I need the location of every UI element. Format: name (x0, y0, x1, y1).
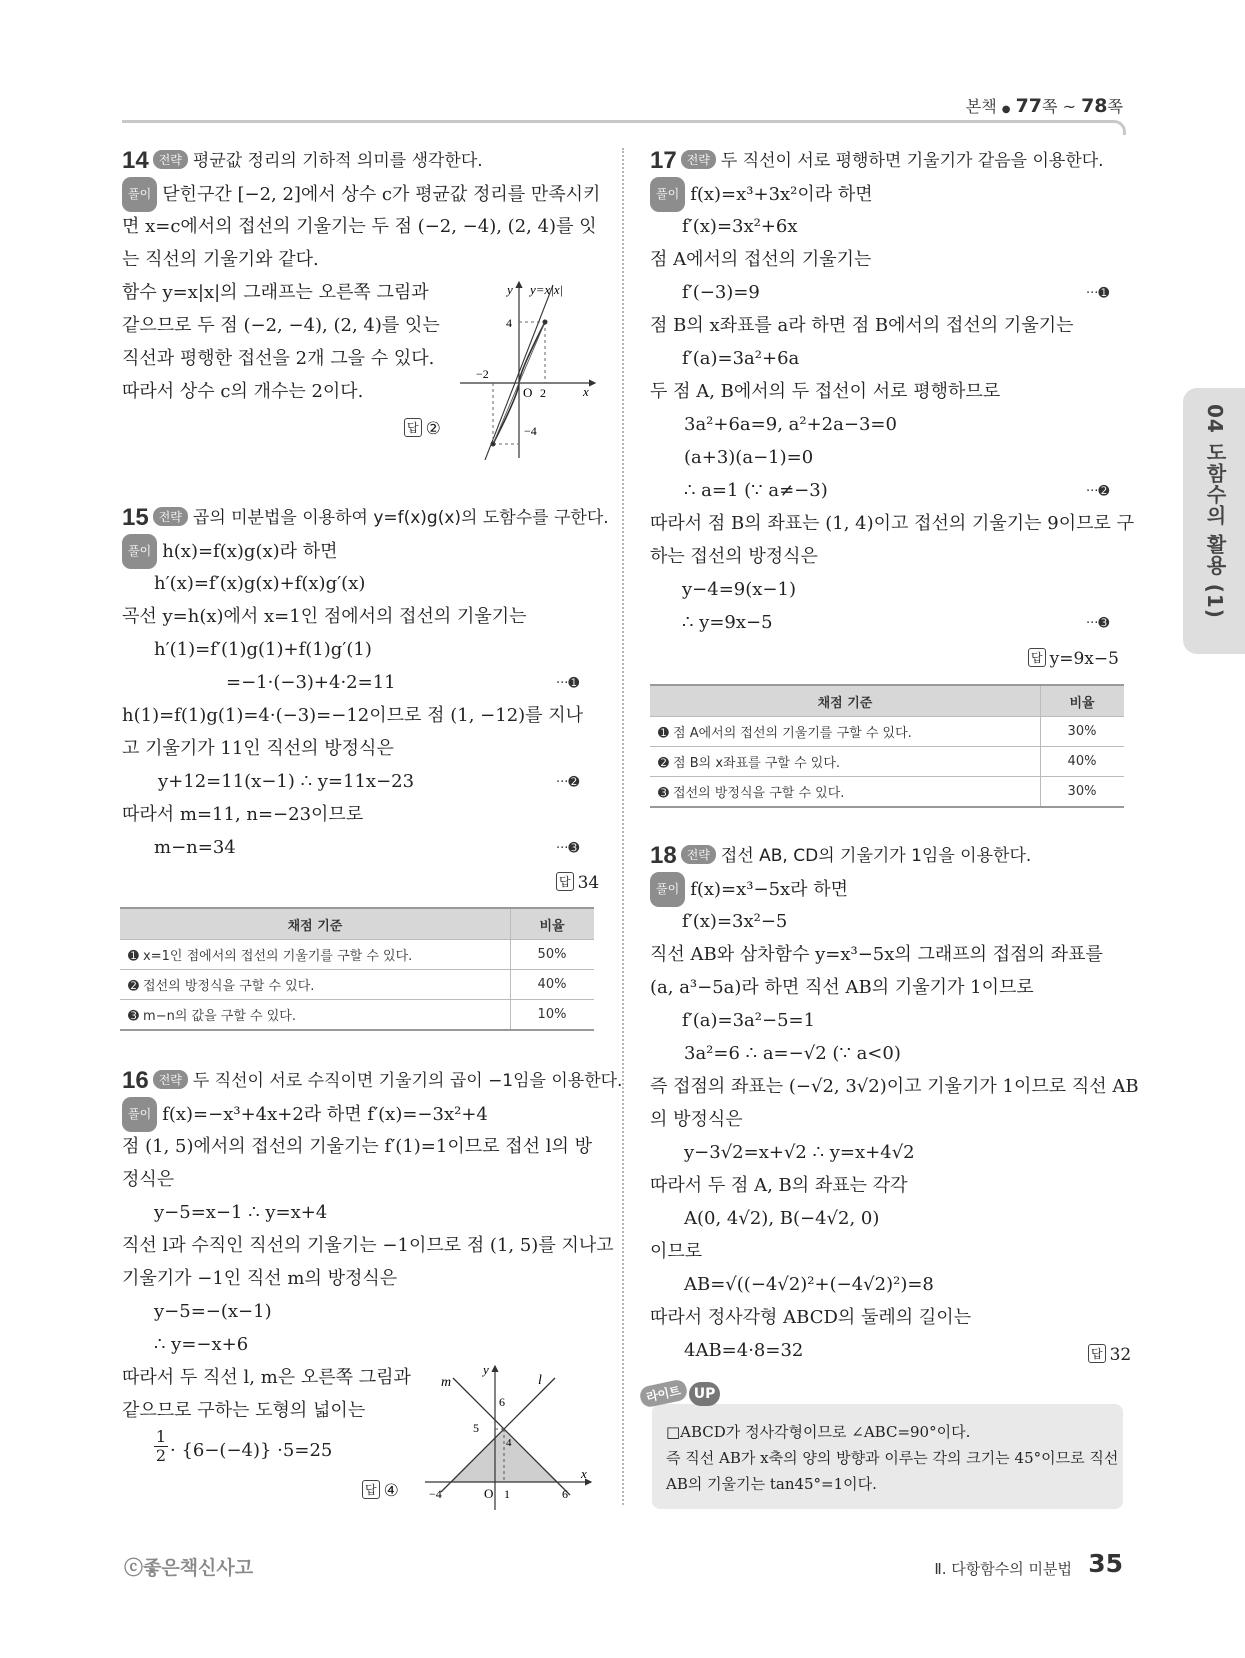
solution-tag: 풀이 (122, 534, 157, 569)
problem-15-line-8: y+12=11(x−1) ∴ y=11x−23 (158, 771, 415, 792)
strategy-tag: 전략 (153, 150, 188, 169)
strategy-tag: 전략 (153, 507, 188, 526)
fraction-numerator: 1 (155, 1427, 167, 1446)
label-m: m (441, 1375, 452, 1390)
page-number: 35 (1088, 1549, 1123, 1578)
problem-18-line-12: 이므로 (650, 1241, 703, 1262)
problem-18-line-11: A(0, 4√2), B(−4√2, 0) (684, 1208, 880, 1229)
tick-minus-2: −2 (476, 367, 489, 381)
answer-tag: 답 (556, 872, 574, 891)
header-page-to: 78 (1081, 95, 1108, 117)
footer-section-title: Ⅱ. 다항함수의 미분법 (934, 1560, 1072, 1578)
problem-14-heading (122, 146, 483, 175)
problem-number: 14 (122, 147, 149, 174)
header-label: 본책 (965, 97, 997, 116)
answer-value: 32 (1109, 1345, 1132, 1365)
table-row (650, 747, 1124, 777)
rubric-ratio: 30% (1041, 717, 1125, 747)
problem-18-line-9: y−3√2=x+√2 ∴ y=x+4√2 (684, 1142, 915, 1163)
problem-15-line-4: h′(1)=f′(1)g(1)+f(1)g′(1) (154, 639, 372, 660)
graph-x-label: x (583, 384, 589, 399)
problem-15-line-2: h′(x)=f′(x)g(x)+f(x)g′(x) (154, 573, 366, 594)
problem-17-line-1 (650, 177, 873, 212)
table-row (650, 777, 1124, 808)
problem-18-line-2: f′(x)=3x²−5 (682, 911, 788, 932)
graph-14 (460, 280, 600, 460)
tip-line-1: □ABCD가 정사각형이므로 ∠ABC=90°이다. (666, 1423, 971, 1441)
problem-14-line-1 (122, 177, 600, 212)
answer-value: 34 (577, 873, 600, 893)
tick-4: 4 (506, 316, 512, 330)
problem-17-line-5: 점 B의 x좌표를 a라 하면 점 B에서의 접선의 기울기는 (650, 315, 1074, 336)
problem-16-line-7: y−5=−(x−1) (154, 1301, 272, 1322)
publisher-logo: ⓒ좋은책신사고 (124, 1557, 254, 1579)
text-line: f(x)=x³−5x라 하면 (690, 879, 849, 900)
problem-18-line-13: AB=√((−4√2)²+(−4√2)²)=8 (684, 1274, 934, 1295)
header-rule (122, 120, 1126, 135)
tick-4: 4 (506, 1437, 512, 1449)
problem-15-heading (122, 503, 609, 532)
problem-16-heading (122, 1066, 622, 1095)
tip-line-3: AB의 기울기는 tan45°=1이다. (666, 1475, 877, 1493)
tick-2: 2 (540, 386, 546, 400)
problem-15-line-3: 곡선 y=h(x)에서 x=1인 점에서의 접선의 기울기는 (122, 606, 527, 627)
answer-tag: 답 (362, 1480, 380, 1499)
table-row (120, 970, 594, 1000)
solution-tag: 풀이 (650, 872, 685, 907)
problem-14-line-3: 는 직선의 기울기와 같다. (122, 249, 319, 270)
answer-value: y=9x−5 (1049, 649, 1119, 669)
problem-16-line-5: 직선 l과 수직인 직선의 기울기는 −1이므로 점 (1, 5)를 지나고 (122, 1235, 614, 1256)
problem-16-line-1 (122, 1097, 488, 1132)
strategy-text: 곱의 미분법을 이용하여 y=f(x)g(x)의 도함수를 구한다. (192, 508, 609, 528)
strategy-tag: 전략 (153, 1070, 188, 1089)
tip-badge (640, 1382, 720, 1406)
text-line: f(x)=−x³+4x+2라 하면 f′(x)=−3x²+4 (162, 1104, 488, 1125)
solution-tag: 풀이 (122, 177, 157, 212)
problem-15-line-6: h(1)=f(1)g(1)=4·(−3)=−12이므로 점 (1, −12)를 지나 (122, 705, 584, 726)
problem-18-line-7: 즉 접점의 좌표는 (−√2, 3√2)이고 기울기가 1이므로 직선 AB (650, 1076, 1139, 1097)
problem-17-line-10: ∴ a=1 (∵ a≠−3) (684, 480, 828, 501)
problem-17-line-13: y−4=9(x−1) (682, 579, 796, 600)
rubric-ratio: 10% (511, 1000, 595, 1031)
rubric-criteria: ➊ x=1인 점에서의 접선의 기울기를 구할 수 있다. (120, 940, 511, 970)
answer-tag: 답 (1028, 648, 1046, 667)
graph-y-label: y (507, 282, 513, 297)
text-line: f(x)=x³+3x²이라 하면 (690, 184, 873, 205)
tip-badge-up: UP (689, 1382, 721, 1406)
tick-6-x: 6 (562, 1487, 568, 1501)
problem-number: 15 (122, 504, 149, 531)
problem-18-line-3: 직선 AB와 삼차함수 y=x³−5x의 그래프의 접점의 좌표를 (650, 944, 1103, 965)
answer-tag: 답 (404, 418, 422, 437)
problem-17-rubric-table (650, 684, 1124, 808)
problem-17-line-12: 하는 접선의 방정식은 (650, 546, 818, 567)
rubric-criteria: ➌ m−n의 값을 구할 수 있다. (120, 1000, 511, 1031)
problem-17-line-3: 점 A에서의 접선의 기울기는 (650, 249, 872, 270)
fraction-denominator: 2 (155, 1446, 167, 1465)
problem-16-line-4: y−5=x−1 ∴ y=x+4 (154, 1202, 328, 1223)
problem-17-line-9: (a+3)(a−1)=0 (684, 447, 814, 468)
problem-18-line-10: 따라서 두 점 A, B의 좌표는 각각 (650, 1175, 908, 1196)
solution-tag: 풀이 (122, 1097, 157, 1132)
mark-2: ···➋ (556, 775, 580, 790)
table-row (120, 1000, 594, 1031)
graph-x-label: x (581, 1466, 587, 1481)
strategy-text: 두 직선이 서로 평행하면 기울기가 같음을 이용한다. (720, 151, 1104, 171)
graph-16 (425, 1362, 595, 1512)
problem-17-answer (1028, 648, 1119, 669)
rubric-header-criteria: 채점 기준 (650, 685, 1041, 717)
answer-value: ④ (383, 1481, 399, 1501)
chapter-side-tab (1183, 388, 1245, 654)
problem-16-line-11: · {6−(−4)} ·5=25 (170, 1440, 333, 1461)
tick-minus-4: −4 (524, 424, 537, 438)
problem-16-answer (362, 1480, 399, 1501)
origin-label: O (484, 1486, 494, 1501)
problem-18-line-8: 의 방정식은 (650, 1109, 743, 1130)
graph-curve-label: y=x|x| (530, 282, 564, 297)
rubric-criteria: ➋ 점 B의 x좌표를 구할 수 있다. (650, 747, 1041, 777)
problem-15-rubric-table (120, 907, 594, 1031)
answer-tag: 답 (1088, 1344, 1106, 1363)
chapter-side-tab-label: 04 도함수의 활용 (1) (1203, 404, 1227, 619)
problem-15-line-5: =−1·(−3)+4·2=11 (226, 672, 396, 693)
rubric-header-ratio: 비율 (511, 908, 595, 940)
mark-1: ···➊ (1086, 286, 1110, 301)
rubric-criteria: ➋ 접선의 방정식을 구할 수 있다. (120, 970, 511, 1000)
rubric-criteria: ➌ 접선의 방정식을 구할 수 있다. (650, 777, 1041, 808)
problem-14-line-7: 따라서 상수 c의 개수는 2이다. (122, 381, 364, 402)
problem-number: 17 (650, 147, 677, 174)
problem-number: 18 (650, 842, 677, 869)
problem-18-line-5: f′(a)=3a²−5=1 (682, 1010, 816, 1031)
tip-badge-label: 라이트 (638, 1378, 688, 1408)
strategy-text: 접선 AB, CD의 기울기가 1임을 이용한다. (720, 846, 1032, 866)
problem-14-line-2: 면 x=c에서의 접선의 기울기는 두 점 (−2, −4), (2, 4)를 잇 (122, 216, 597, 237)
tick-6-y: 6 (499, 1395, 505, 1409)
problem-number: 16 (122, 1067, 149, 1094)
problem-16-line-2: 점 (1, 5)에서의 접선의 기울기는 f′(1)=1이므로 접선 l의 방 (122, 1136, 592, 1157)
text-line: 닫힌구간 [−2, 2]에서 상수 c가 평균값 정리를 만족시키 (162, 184, 601, 205)
problem-17-line-7: 두 점 A, B에서의 두 접선이 서로 평행하므로 (650, 381, 1001, 402)
column-divider (622, 148, 624, 1505)
rubric-header-criteria: 채점 기준 (120, 908, 511, 940)
fraction-one-half (154, 1428, 168, 1465)
mark-3: ···➌ (556, 841, 580, 856)
table-row (120, 940, 594, 970)
problem-18-line-6: 3a²=6 ∴ a=−√2 (∵ a<0) (684, 1043, 901, 1064)
header-page-from-unit: 쪽 (1042, 97, 1058, 116)
problem-18-line-14: 따라서 정사각형 ABCD의 둘레의 길이는 (650, 1307, 972, 1328)
rubric-criteria: ➊ 점 A에서의 접선의 기울기를 구할 수 있다. (650, 717, 1041, 747)
problem-14-line-5: 같으므로 두 점 (−2, −4), (2, 4)를 잇는 (122, 315, 440, 336)
problem-15-line-9: 따라서 m=11, n=−23이므로 (122, 804, 364, 825)
rubric-ratio: 40% (511, 970, 595, 1000)
mark-3: ···➌ (1086, 616, 1110, 631)
tick-1: 1 (504, 1487, 510, 1501)
problem-18-line-1 (650, 872, 848, 907)
mark-1: ···➊ (556, 676, 580, 691)
label-l: l (538, 1373, 542, 1388)
text-line: h(x)=f(x)g(x)라 하면 (162, 541, 338, 562)
rubric-ratio: 40% (1041, 747, 1125, 777)
problem-14-line-6: 직선과 평행한 접선을 2개 그을 수 있다. (122, 348, 435, 369)
origin-label: O (523, 385, 533, 400)
mark-2: ···➋ (1086, 484, 1110, 499)
problem-17-line-6: f′(a)=3a²+6a (682, 348, 800, 369)
problem-15-line-1 (122, 534, 338, 569)
problem-17-line-8: 3a²+6a=9, a²+2a−3=0 (684, 414, 897, 435)
problem-17-line-2: f′(x)=3x²+6x (682, 216, 798, 237)
header-page-from: 77 (1015, 95, 1043, 117)
problem-16-line-8: ∴ y=−x+6 (154, 1334, 249, 1355)
problem-16-line-3: 정식은 (122, 1169, 175, 1190)
problem-17-heading (650, 146, 1104, 175)
problem-17-line-14: ∴ y=9x−5 (682, 612, 773, 633)
problem-15-line-10: m−n=34 (154, 837, 236, 858)
strategy-text: 평균값 정리의 기하적 의미를 생각한다. (192, 151, 483, 171)
problem-16-line-6: 기울기가 −1인 직선 m의 방정식은 (122, 1268, 398, 1289)
table-row (650, 717, 1124, 747)
tick-minus-4: −4 (429, 1487, 442, 1501)
point (491, 442, 496, 447)
problem-18-line-15: 4AB=4·8=32 (684, 1340, 804, 1361)
strategy-text: 두 직선이 서로 수직이면 기울기의 곱이 −1임을 이용한다. (192, 1071, 623, 1091)
rubric-ratio: 50% (511, 940, 595, 970)
rubric-ratio: 30% (1041, 777, 1125, 808)
strategy-tag: 전략 (681, 845, 716, 864)
problem-16-line-10: 같으므로 구하는 도형의 넓이는 (122, 1400, 366, 1421)
answer-value: ② (425, 419, 441, 439)
graph-y-label: y (483, 1362, 489, 1377)
problem-17-line-4: f′(−3)=9 (682, 282, 760, 303)
page-header: 본책 ● 77쪽 ~ 78쪽 (965, 95, 1123, 117)
problem-18-answer (1088, 1344, 1131, 1365)
tick-5: 5 (473, 1421, 479, 1435)
problem-15-line-7: 고 기울기가 11인 직선의 방정식은 (122, 738, 394, 759)
problem-14-line-4: 함수 y=x|x|의 그래프는 오른쪽 그림과 (122, 282, 429, 303)
header-page-to-unit: 쪽 (1107, 97, 1123, 116)
problem-17-line-11: 따라서 점 B의 좌표는 (1, 4)이고 접선의 기울기는 9이므로 구 (650, 513, 1134, 534)
problem-15-answer (556, 872, 599, 893)
problem-18-line-4: (a, a³−5a)라 하면 직선 AB의 기울기가 1이므로 (650, 977, 1034, 998)
point (543, 320, 548, 325)
problem-14-answer (404, 418, 441, 439)
strategy-tag: 전략 (681, 150, 716, 169)
header-page-sep: ~ (1057, 97, 1082, 116)
tip-line-2: 즉 직선 AB가 x축의 양의 방향과 이루는 각의 크기는 45°이므로 직선 (666, 1449, 1119, 1467)
problem-18-heading (650, 841, 1031, 870)
problem-16-line-9: 따라서 두 직선 l, m은 오른쪽 그림과 (122, 1367, 411, 1388)
rubric-header-ratio: 비율 (1041, 685, 1125, 717)
solution-tag: 풀이 (650, 177, 685, 212)
